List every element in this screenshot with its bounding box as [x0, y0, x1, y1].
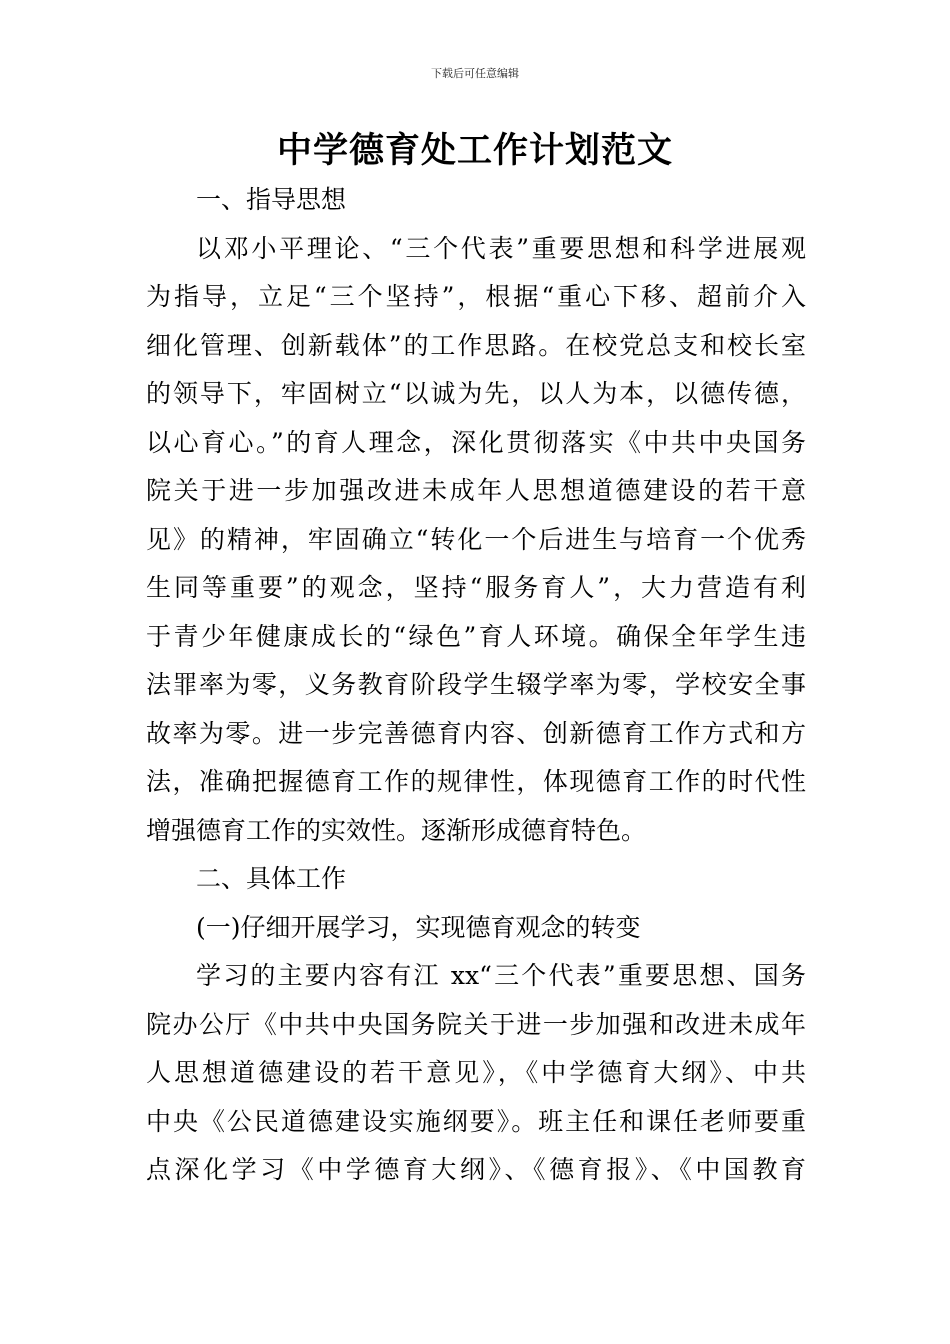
text-line: 点深化学习《中学德育大纲》、《德育报》、《中国教育	[146, 1155, 806, 1184]
document-body	[146, 176, 806, 1195]
header-note: 下载后可任意编辑	[431, 67, 519, 80]
text-line: 见》的精神，牢固确立“转化一个后进生与培育一个优秀	[146, 524, 806, 554]
text-line: 院关于进一步加强改进未成年人思想道德建设的若干意	[146, 476, 806, 505]
document-title: 中学德育处工作计划范文	[276, 131, 673, 171]
text-line: 法，准确把握德育工作的规律性，体现德育工作的时代性	[146, 767, 806, 796]
text-line: 故率为零。进一步完善德育内容、创新德育工作方式和方	[146, 718, 806, 748]
text-line: 增强德育工作的实效性。逐渐形成德育特色。	[146, 815, 647, 845]
text-line: 生同等重要”的观念，坚持“服务育人”，大力营造有利	[146, 573, 806, 602]
text-line: 于青少年健康成长的“绿色”育人环境。确保全年学生违	[146, 621, 806, 651]
text-line: 二、具体工作	[196, 864, 347, 893]
text-line: 人思想道德建设的若干意见》，《中学德育大纲》、中共	[146, 1058, 806, 1087]
text-line: (一)仔细开展学习，实现德育观念的转变	[196, 912, 641, 942]
text-line: 细化管理、创新载体”的工作思路。在校党总支和校长室	[146, 330, 806, 360]
text-line: 一、指导思想	[196, 185, 347, 214]
text-line: 为指导，立足“三个坚持”，根据“重心下移、超前介入	[146, 282, 806, 311]
text-line: 以邓小平理论、“三个代表”重要思想和科学进展观	[196, 233, 806, 263]
text-line: 以心育心。”的育人理念，深化贯彻落实《中共中央国务	[146, 427, 806, 457]
text-line: 院办公厅《中共中央国务院关于进一步加强和改进未成年	[146, 1009, 806, 1039]
text-line: 法罪率为零，义务教育阶段学生辍学率为零，学校安全事	[146, 670, 806, 699]
text-line: 的领导下，牢固树立“以诚为先，以人为本，以德传德，	[146, 379, 806, 408]
text-line: 中央《公民道德建设实施纲要》。班主任和课任老师要重	[146, 1106, 806, 1136]
text-line: 学习的主要内容有江 xx“三个代表”重要思想、国务	[196, 961, 806, 990]
